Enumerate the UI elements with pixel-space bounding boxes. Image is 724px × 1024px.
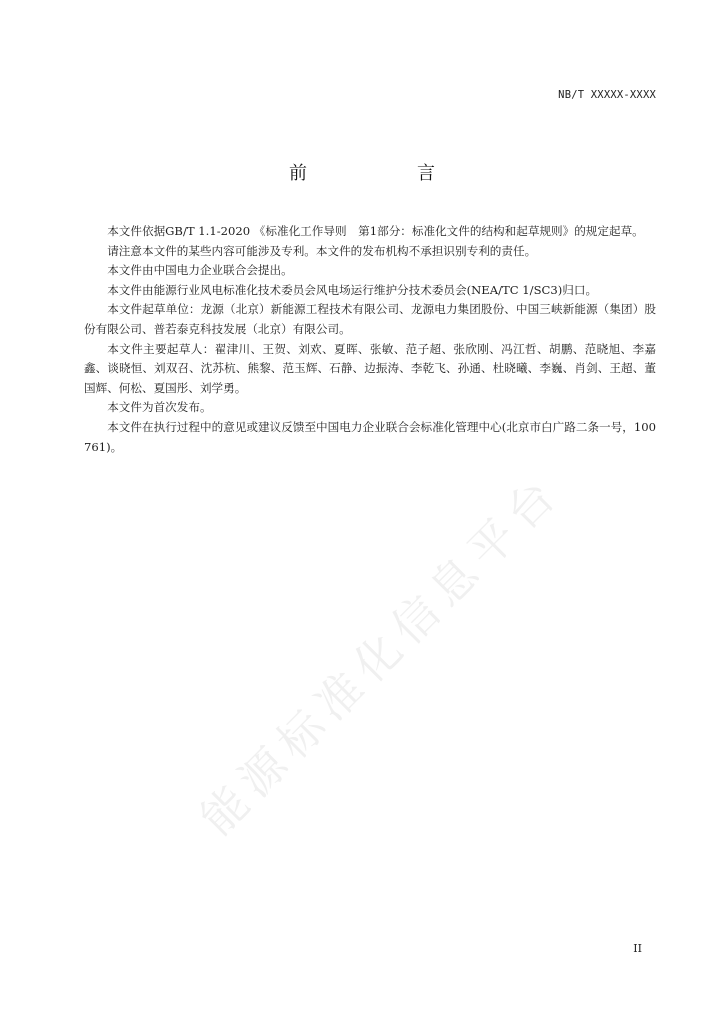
page-number: II xyxy=(633,942,642,955)
page-title: 前 言 xyxy=(289,163,481,184)
paragraph-feedback-contact: 本文件在执行过程中的意见或建议反馈至中国电力企业联合会标准化管理中心(北京市白广路二条一号，100761)。 xyxy=(84,419,656,454)
paragraph-drafting-organizations: 本文件起草单位：龙源（北京）新能源工程技术有限公司、龙源电力集团股份、中国三峡新能源（集团）股份有限公司、普若泰克科技发展（北京）有限公司。 xyxy=(84,302,656,336)
watermark: 能源标准化信息平台 xyxy=(190,464,572,846)
paragraph-proposer: 本文件由中国电力企业联合会提出。 xyxy=(107,263,293,278)
paragraph-technical-committee: 本文件由能源行业风电标准化技术委员会风电场运行维护分技术委员会(NEA/TC 1/SC3)归口。 xyxy=(107,282,598,297)
paragraph-first-release: 本文件为首次发布。 xyxy=(107,400,212,415)
paragraph-patent-notice: 请注意本文件的某些内容可能涉及专利。本文件的发布机构不承担识别专利的责任。 xyxy=(107,243,537,258)
foreword-body xyxy=(84,222,656,457)
paragraph-drafters: 本文件主要起草人：翟津川、王贺、刘欢、夏晖、张敏、范子超、张欣刚、冯江哲、胡鹏、范晓旭、李嘉鑫、谈晓恒、刘双召、沈苏杭、熊黎、范玉辉、石静、边振涛、李乾飞、孙通、杜晓曦、李巍、肖剑、王超、董国辉、何松、夏国彤、刘学勇。 xyxy=(84,341,656,395)
standard-code: NB/T XXXXX-XXXX xyxy=(558,89,656,101)
paragraph-drafting-basis: 本文件依据GB/T 1.1-2020 《标准化工作导则 第1部分：标准化文件的结构和起草规则》的规定起草。 xyxy=(107,224,644,238)
